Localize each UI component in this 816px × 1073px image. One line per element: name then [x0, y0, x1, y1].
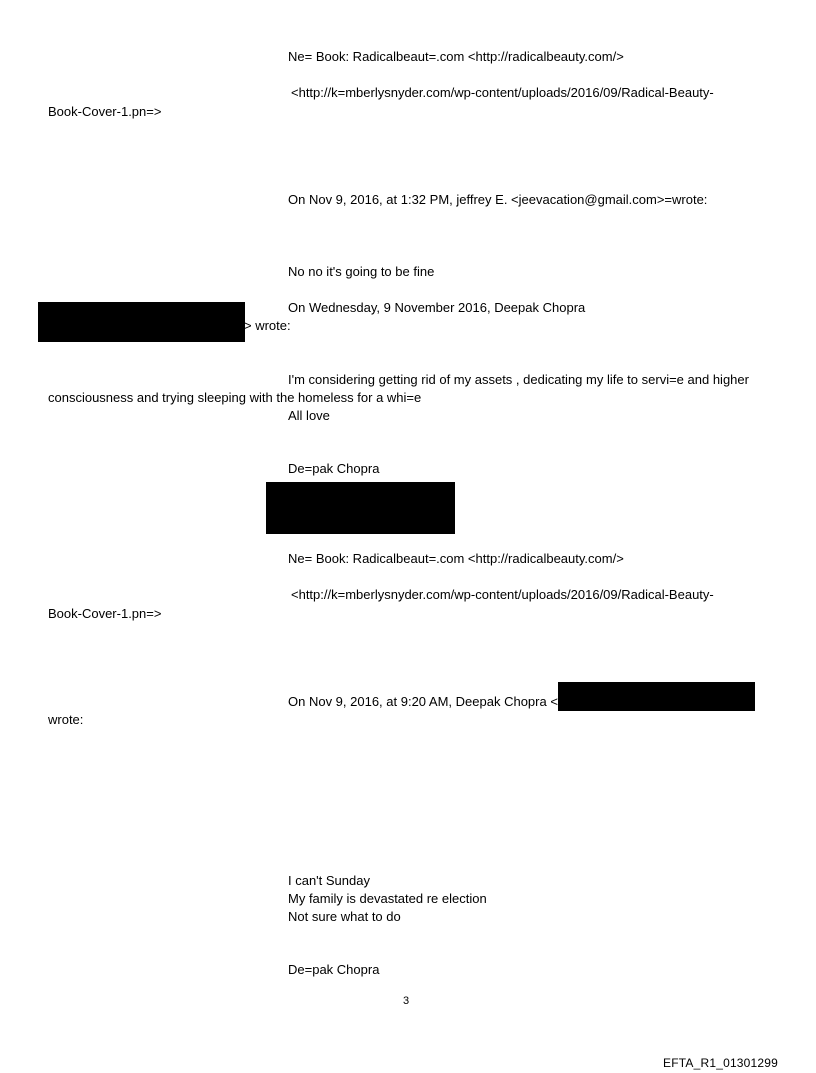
book-cover-url-continuation: Book-Cover-1.pn=> — [48, 606, 162, 621]
book-cover-url-continuation: Book-Cover-1.pn=> — [48, 104, 162, 119]
signature-book-line: Ne= Book: Radicalbeaut=.com <http://radicalbeauty.com/> — [288, 551, 624, 566]
reply-header-jeffrey: On Nov 9, 2016, at 1:32 PM, jeffrey E. <jeevacation@gmail.com>=wrote: — [288, 192, 708, 207]
signature-name: De=pak Chopra — [288, 962, 380, 977]
page-number: 3 — [403, 995, 410, 1007]
message-deepak-line: consciousness and trying sleeping with the homeless for a whi=e — [48, 390, 422, 405]
reply-header-deepak-2: On Nov 9, 2016, at 9:20 AM, Deepak Chopra < — [288, 694, 558, 709]
reply-header-wrote: > wrote: — [244, 318, 291, 333]
reply-header-wrote: wrote: — [48, 712, 84, 727]
message-deepak-2-line: Not sure what to do — [288, 909, 401, 924]
redaction-box — [38, 302, 245, 342]
message-jeffrey: No no it's going to be fine — [288, 264, 435, 279]
book-cover-url-line: <http://k=mberlysnyder.com/wp-content/uploads/2016/09/Radical-Beauty- — [291, 85, 714, 100]
message-deepak-2-line: My family is devastated re election — [288, 891, 487, 906]
redaction-box — [558, 682, 755, 711]
signature-book-line: Ne= Book: Radicalbeaut=.com <http://radicalbeauty.com/> — [288, 49, 624, 64]
message-deepak-closing: All love — [288, 408, 330, 423]
reply-header-deepak: On Wednesday, 9 November 2016, Deepak Chopra — [288, 300, 586, 315]
document-id: EFTA_R1_01301299 — [663, 1056, 779, 1070]
message-deepak-line: I'm considering getting rid of my assets , dedicating my life to servi=e and higher — [288, 372, 749, 387]
signature-name: De=pak Chopra — [288, 461, 380, 476]
redaction-box — [266, 482, 455, 534]
book-cover-url-line: <http://k=mberlysnyder.com/wp-content/uploads/2016/09/Radical-Beauty- — [291, 587, 714, 602]
message-deepak-2-line: I can't Sunday — [288, 873, 370, 888]
